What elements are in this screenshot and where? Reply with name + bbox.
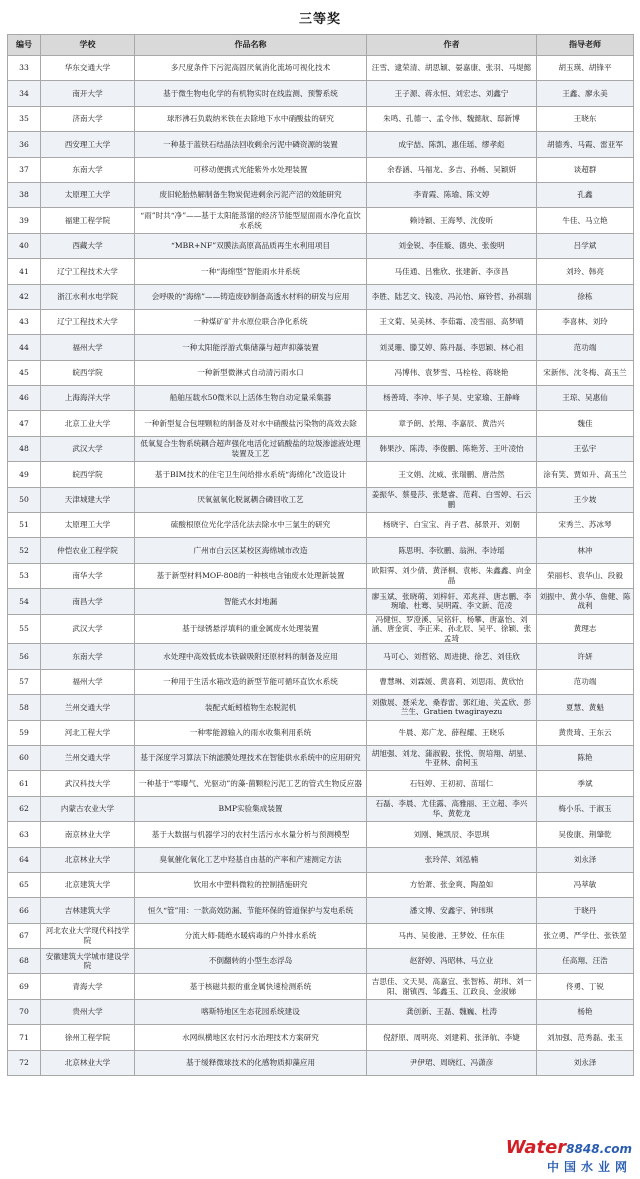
col-authors-cell: 李胜、陆艺文、钱凌、冯沁怡、麻铃哲、孙祺瑞 — [367, 284, 537, 309]
col-number-cell: 35 — [8, 106, 41, 131]
col-title-cell: 基于BIM技术的住宅卫生间给排水系统“海绵化”改造设计 — [135, 462, 367, 487]
col-school-cell: 南昌大学 — [41, 589, 135, 614]
col-title-cell: 基于深度学习算法下纳滤膜处理技术在智能供水系统中的应用研究 — [135, 745, 367, 770]
col-number-cell: 47 — [8, 411, 41, 436]
watermark-domain: .com — [599, 1142, 632, 1156]
col-authors-cell: 倪舒原、周明亮、刘建莉、张泽航、李婕 — [367, 1025, 537, 1050]
header-school: 学校 — [41, 35, 135, 56]
col-title-cell: 臭氧催化氧化工艺中羟基自由基的产率和产速测定方法 — [135, 847, 367, 872]
awards-table — [7, 34, 634, 1076]
col-authors-cell: 刘灵珊、滕艾婷、陈丹磊、李思颖、林心祖 — [367, 335, 537, 360]
table-row — [8, 284, 634, 309]
col-number-cell: 54 — [8, 589, 41, 614]
col-title-cell: 一种基于蓝铁石结晶法回收剩余污泥中磷资源的装置 — [135, 132, 367, 157]
col-title-cell: 分流大师-随绝水暖病毒的户外排水系统 — [135, 923, 367, 948]
col-advisor-cell: 冯萃敏 — [537, 872, 634, 897]
table-row — [8, 513, 634, 538]
col-number-cell: 61 — [8, 771, 41, 796]
table-row — [8, 538, 634, 563]
watermark-brand: Water — [505, 1137, 567, 1158]
col-number-cell: 71 — [8, 1025, 41, 1050]
col-school-cell: 西安理工大学 — [41, 132, 135, 157]
col-authors-cell: 马冉、吴俊港、王梦姣、任东佳 — [367, 923, 537, 948]
col-authors-cell: 王文娟、沈威、张瑞鹏、唐浩然 — [367, 462, 537, 487]
col-authors-cell: 杨善琦、李冲、毕子昊、史家瑜、王静峰 — [367, 386, 537, 411]
col-school-cell: 武汉大学 — [41, 436, 135, 461]
col-number-cell: 67 — [8, 923, 41, 948]
table-row — [8, 487, 634, 512]
col-authors-cell: 汪雪、逮荣清、胡思颖、晏嘉康、张羽、马堤懿 — [367, 56, 537, 81]
col-authors-cell: 欧阳霁、刘少倩、黄泽桐、袁彬、朱鑫鑫、向金晶 — [367, 563, 537, 588]
col-number-cell: 37 — [8, 157, 41, 182]
col-title-cell: “MBR+NF”双膜法高原高品质再生水利用项目 — [135, 233, 367, 258]
col-school-cell: 内蒙古农业大学 — [41, 796, 135, 821]
table-row — [8, 132, 634, 157]
col-school-cell: 东南大学 — [41, 157, 135, 182]
col-advisor-cell: 刘永泽 — [537, 1050, 634, 1075]
col-school-cell: 北京林业大学 — [41, 847, 135, 872]
col-title-cell: 一种基于“零曝气、光驱动”的藻-菌颗粒污泥工艺的管式生物反应器 — [135, 771, 367, 796]
col-number-cell: 57 — [8, 669, 41, 694]
col-title-cell: BMP实验集成装置 — [135, 796, 367, 821]
col-school-cell: 皖西学院 — [41, 360, 135, 385]
table-header-row — [8, 35, 634, 56]
page-title: 三等奖 — [298, 12, 341, 27]
col-authors-cell: 冯健恒、罗澄溪、吴铭轩、杨攀、唐嘉怡、刘涵、唐金寅、李正来、孙北辰、吴平、徐颖、张孟琦 — [367, 614, 537, 644]
col-advisor-cell: 王鑫、廖永美 — [537, 81, 634, 106]
col-advisor-cell: 许妍 — [537, 644, 634, 669]
col-advisor-cell: 胡玉瑛、胡锋平 — [537, 56, 634, 81]
col-school-cell: 河北农业大学现代科技学院 — [41, 923, 135, 948]
col-school-cell: 仲恺农业工程学院 — [41, 538, 135, 563]
col-title-cell: 低氧复合生物系统耦合超声强化电活化过硫酸盐的垃圾渗滤液处理装置及工艺 — [135, 436, 367, 461]
col-number-cell: 65 — [8, 872, 41, 897]
col-advisor-cell: 任高翔、汪浩 — [537, 949, 634, 974]
table-row — [8, 644, 634, 669]
col-advisor-cell: 梅小乐、于淑玉 — [537, 796, 634, 821]
table-row — [8, 233, 634, 258]
col-school-cell: 吉林建筑大学 — [41, 898, 135, 923]
col-advisor-cell: 吕学斌 — [537, 233, 634, 258]
col-authors-cell: 韩果沙、陈涛、李俊鹏、陈艳芳、王叶凌怡 — [367, 436, 537, 461]
col-school-cell: 武汉科技大学 — [41, 771, 135, 796]
col-number-cell: 49 — [8, 462, 41, 487]
col-authors-cell: 吉思佳、文天昊、高嘉宜、张智栋、胡玮、刘一阳、谢镇西、邹鑫玉、江政良、金淑娣 — [367, 974, 537, 999]
col-authors-cell: 马可心、刘哲铭、周进捷、徐艺、刘佳欣 — [367, 644, 537, 669]
col-school-cell: 河北工程大学 — [41, 720, 135, 745]
table-row — [8, 923, 634, 948]
col-advisor-cell: 吴俊康、荆肇乾 — [537, 822, 634, 847]
col-title-cell: 一种新型微淋式自动清污雨水口 — [135, 360, 367, 385]
col-number-cell: 59 — [8, 720, 41, 745]
col-number-cell: 70 — [8, 999, 41, 1024]
col-school-cell: 北京建筑大学 — [41, 872, 135, 897]
col-authors-cell: 曹慧琳、刘霖媛、黄喜莉、刘思雨、黄欣怡 — [367, 669, 537, 694]
col-authors-cell: 石钰婷、王初初、苗瑶仁 — [367, 771, 537, 796]
col-authors-cell: 赖诗颖、王海琴、沈俊昕 — [367, 208, 537, 233]
col-title-cell: 水网纵横地区农村污水治理技术方案研究 — [135, 1025, 367, 1050]
col-school-cell: 华东交通大学 — [41, 56, 135, 81]
col-title-cell: 硫酸根原位光化学活化法去除水中三氯生的研究 — [135, 513, 367, 538]
col-authors-cell: 冯博伟、袁梦雪、马栓栓、蒋晓艳 — [367, 360, 537, 385]
col-advisor-cell: 张立勇、严学仕、张铁堃 — [537, 923, 634, 948]
col-advisor-cell: 王少坡 — [537, 487, 634, 512]
col-advisor-cell: 胡德秀、马霞、雷亚军 — [537, 132, 634, 157]
col-number-cell: 43 — [8, 309, 41, 334]
table-row — [8, 898, 634, 923]
col-advisor-cell: 李喜林、刘玲 — [537, 309, 634, 334]
col-school-cell: 太原理工大学 — [41, 182, 135, 207]
col-number-cell: 58 — [8, 695, 41, 720]
col-title-cell: 恒久“管”用：一款高效防漏、节能环保的管道保护与发电系统 — [135, 898, 367, 923]
table-row — [8, 1050, 634, 1075]
col-number-cell: 41 — [8, 259, 41, 284]
col-title-cell: 不倒翻转的小型生态浮岛 — [135, 949, 367, 974]
col-title-cell: 智能式水封地漏 — [135, 589, 367, 614]
col-advisor-cell: 季斌 — [537, 771, 634, 796]
col-advisor-cell: 刘永泽 — [537, 847, 634, 872]
col-school-cell: 福建工程学院 — [41, 208, 135, 233]
col-advisor-cell: 谈超群 — [537, 157, 634, 182]
col-title-cell: 基于微生物电化学的有机物实时在线监测、预警系统 — [135, 81, 367, 106]
col-advisor-cell: 于晓丹 — [537, 898, 634, 923]
col-title-cell: 喀斯特地区生态花园系统建设 — [135, 999, 367, 1024]
col-title-cell: 基于核磁共振的重金属快速检测系统 — [135, 974, 367, 999]
col-school-cell: 武汉大学 — [41, 614, 135, 644]
col-school-cell: 上海海洋大学 — [41, 386, 135, 411]
col-advisor-cell: 王琼、吴惠仙 — [537, 386, 634, 411]
col-school-cell: 北京林业大学 — [41, 1050, 135, 1075]
col-number-cell: 45 — [8, 360, 41, 385]
col-school-cell: 辽宁工程技术大学 — [41, 309, 135, 334]
table-row — [8, 822, 634, 847]
col-authors-cell: 陈思明、李钦鹏、翁洲、李诗瑶 — [367, 538, 537, 563]
col-authors-cell: 成宇喆、陈凯、惠佳瑶、缪孝彪 — [367, 132, 537, 157]
table-body — [8, 56, 634, 1076]
col-school-cell: 兰州交通大学 — [41, 745, 135, 770]
col-title-cell: 一种零能源输入的雨水收集利用系统 — [135, 720, 367, 745]
col-authors-cell: 刘金锐、李佳璇、德央、张俊明 — [367, 233, 537, 258]
col-authors-cell: 方怡萧、张金爽、陶盈如 — [367, 872, 537, 897]
table-row — [8, 360, 634, 385]
col-title-cell: 船舶压载水50微米以上活体生物自动定量采集器 — [135, 386, 367, 411]
table-row — [8, 669, 634, 694]
col-title-cell: 一种太阳能浮游式集储藻与超声抑藻装置 — [135, 335, 367, 360]
col-title-cell: 一种新型复合包埋颗粒的制备及对水中硝酸盐污染物的高效去除 — [135, 411, 367, 436]
col-authors-cell: 刘傲展、聂采龙、桑春雷、郭红迪、关孟欣、彭兰生、Gratien twagirayezu — [367, 695, 537, 720]
col-authors-cell: 赵舒婷、冯昭林、马立业 — [367, 949, 537, 974]
col-school-cell: 兰州交通大学 — [41, 695, 135, 720]
table-row — [8, 309, 634, 334]
table-row — [8, 949, 634, 974]
col-school-cell: 北京工业大学 — [41, 411, 135, 436]
col-authors-cell: 廖玉斌、张晓萌、刘梓轩、邓兆祥、唐志鹏、李琬瑜、杜骞、吴明霞、李文新、范凌 — [367, 589, 537, 614]
col-title-cell: 基于大数据与机器学习的农村生活污水水量分析与预测模型 — [135, 822, 367, 847]
col-number-cell: 40 — [8, 233, 41, 258]
col-advisor-cell: 刘玲、韩亮 — [537, 259, 634, 284]
col-advisor-cell: 杨艳 — [537, 999, 634, 1024]
watermark-tagline: 中国水业网 — [546, 1160, 632, 1174]
header-advisor: 指导老师 — [537, 35, 634, 56]
table-row — [8, 462, 634, 487]
col-advisor-cell: 刘振中、黄小华、詹健、陈战利 — [537, 589, 634, 614]
col-school-cell: 青海大学 — [41, 974, 135, 999]
table-row — [8, 106, 634, 131]
col-title-cell: 多尺度条件下污泥高固厌氧消化流场可视化技术 — [135, 56, 367, 81]
col-number-cell: 56 — [8, 644, 41, 669]
col-authors-cell: 杨晓宇、白宝宝、肖子君、郝景开、刘朝 — [367, 513, 537, 538]
col-advisor-cell: 林冲 — [537, 538, 634, 563]
col-advisor-cell: 牛佳、马立艳 — [537, 208, 634, 233]
col-advisor-cell: 黄理志 — [537, 614, 634, 644]
col-authors-cell: 刘刚、鲍凯辰、李思琪 — [367, 822, 537, 847]
col-authors-cell: 姜振华、蔡曼莎、张楚睿、范莉、白雪婷、石云鹏 — [367, 487, 537, 512]
table-row — [8, 745, 634, 770]
col-number-cell: 46 — [8, 386, 41, 411]
col-school-cell: 皖西学院 — [41, 462, 135, 487]
table-row — [8, 182, 634, 207]
table-row — [8, 796, 634, 821]
col-number-cell: 39 — [8, 208, 41, 233]
col-authors-cell: 潘文博、安鑫宇、钟玮琪 — [367, 898, 537, 923]
table-row — [8, 411, 634, 436]
col-authors-cell: 李青霞、陈瑜、陈文婷 — [367, 182, 537, 207]
col-advisor-cell: 宋新伟、沈冬梅、高玉兰 — [537, 360, 634, 385]
col-school-cell: 东南大学 — [41, 644, 135, 669]
col-authors-cell: 马佳通、吕雅欣、张建新、李彦昌 — [367, 259, 537, 284]
col-school-cell: 福州大学 — [41, 335, 135, 360]
col-number-cell: 62 — [8, 796, 41, 821]
table-row — [8, 974, 634, 999]
col-authors-cell: 胡旭强、刘龙、蒲淑毅、张悦、贺培翔、胡星、牛亚林、俞柯玉 — [367, 745, 537, 770]
col-title-cell: 基于缓释微球技术的化感物质抑藻应用 — [135, 1050, 367, 1075]
table-row — [8, 847, 634, 872]
table-row — [8, 157, 634, 182]
col-title-cell: 基于新型材料MOF-808的一种核电含铀废水处理新装置 — [135, 563, 367, 588]
col-title-cell: 一种“海绵型”智能雨水井系统 — [135, 259, 367, 284]
col-advisor-cell: 刘加强、范秀磊、张玉 — [537, 1025, 634, 1050]
col-authors-cell: 章予朗、於翔、李嘉辰、黄浩兴 — [367, 411, 537, 436]
table-row — [8, 386, 634, 411]
col-authors-cell: 尹伊珺、周晓红、冯潇彦 — [367, 1050, 537, 1075]
col-title-cell: 会呼吸的“海绵”——铸造废砂制备高透水材料的研发与应用 — [135, 284, 367, 309]
col-title-cell: 饮用水中塑料微粒的控制措施研究 — [135, 872, 367, 897]
header-authors: 作者 — [367, 35, 537, 56]
col-number-cell: 72 — [8, 1050, 41, 1075]
col-school-cell: 福州大学 — [41, 669, 135, 694]
table-row — [8, 589, 634, 614]
col-advisor-cell: 孔鑫 — [537, 182, 634, 207]
col-advisor-cell: 王晓东 — [537, 106, 634, 131]
col-advisor-cell: 佟勇、丁锐 — [537, 974, 634, 999]
col-title-cell: 厌氧氨氧化脱氮耦合磷回收工艺 — [135, 487, 367, 512]
table-row — [8, 720, 634, 745]
col-title-cell: 球形沸石负载纳米铁在去除地下水中硝酸盐的研究 — [135, 106, 367, 131]
watermark-number: 8848 — [566, 1142, 600, 1156]
col-advisor-cell: 陈艳 — [537, 745, 634, 770]
col-number-cell: 52 — [8, 538, 41, 563]
col-school-cell: 济南大学 — [41, 106, 135, 131]
col-title-cell: 水处理中高效低成本铁碳吸附还原材料的制备及应用 — [135, 644, 367, 669]
col-number-cell: 48 — [8, 436, 41, 461]
col-advisor-cell: 范功端 — [537, 335, 634, 360]
table-row — [8, 335, 634, 360]
col-school-cell: 徐州工程学院 — [41, 1025, 135, 1050]
table-row — [8, 695, 634, 720]
table-row — [8, 771, 634, 796]
col-title-cell: 废旧轮胎热解制备生物炭促进剩余污泥产沼的效能研究 — [135, 182, 367, 207]
table-row — [8, 999, 634, 1024]
header-title: 作品名称 — [135, 35, 367, 56]
col-school-cell: 南京林业大学 — [41, 822, 135, 847]
col-advisor-cell: 夏慧、黄魁 — [537, 695, 634, 720]
col-title-cell: 一种煤矿矿井水原位联合净化系统 — [135, 309, 367, 334]
col-advisor-cell: 魏佳 — [537, 411, 634, 436]
col-number-cell: 63 — [8, 822, 41, 847]
col-number-cell: 53 — [8, 563, 41, 588]
col-number-cell: 69 — [8, 974, 41, 999]
col-title-cell: 基于绿锈悬浮填料的重金属废水处理装置 — [135, 614, 367, 644]
col-authors-cell: 龚创新、王磊、魏巍、杜涛 — [367, 999, 537, 1024]
col-school-cell: 辽宁工程技术大学 — [41, 259, 135, 284]
col-number-cell: 60 — [8, 745, 41, 770]
table-row — [8, 259, 634, 284]
table-row — [8, 872, 634, 897]
col-school-cell: 南开大学 — [41, 81, 135, 106]
col-title-cell: 装配式蚯蚓植物生态脱泥机 — [135, 695, 367, 720]
table-row — [8, 81, 634, 106]
col-authors-cell: 王子源、蒋永恒、刘宏志、刘鑫宁 — [367, 81, 537, 106]
table-row — [8, 563, 634, 588]
table-row — [8, 1025, 634, 1050]
col-number-cell: 44 — [8, 335, 41, 360]
col-advisor-cell: 黄贵琦、王东云 — [537, 720, 634, 745]
col-school-cell: 太原理工大学 — [41, 513, 135, 538]
col-school-cell: 南华大学 — [41, 563, 135, 588]
col-school-cell: 天津城建大学 — [41, 487, 135, 512]
col-authors-cell: 张玲萍、刘泓楠 — [367, 847, 537, 872]
col-number-cell: 36 — [8, 132, 41, 157]
col-advisor-cell: 涂有笑、贾如升、高玉兰 — [537, 462, 634, 487]
table-row — [8, 436, 634, 461]
col-number-cell: 38 — [8, 182, 41, 207]
col-school-cell: 西藏大学 — [41, 233, 135, 258]
col-authors-cell: 余春涵、马福龙、多吉、孙畅、吴颖妍 — [367, 157, 537, 182]
col-advisor-cell: 徐栋 — [537, 284, 634, 309]
col-school-cell: 贵州大学 — [41, 999, 135, 1024]
col-authors-cell: 王文菊、吴美林、李茹霜、凌雪丽、高梦晴 — [367, 309, 537, 334]
header-number: 编号 — [8, 35, 41, 56]
col-school-cell: 安徽建筑大学城市建设学院 — [41, 949, 135, 974]
col-number-cell: 51 — [8, 513, 41, 538]
col-number-cell: 34 — [8, 81, 41, 106]
col-advisor-cell: 王弘宇 — [537, 436, 634, 461]
col-authors-cell: 牛晨、郑广龙、薛程耀、王晓乐 — [367, 720, 537, 745]
table-row — [8, 208, 634, 233]
col-number-cell: 33 — [8, 56, 41, 81]
col-authors-cell: 朱鸣、孔德一、孟令伟、魏懿航、邸新博 — [367, 106, 537, 131]
col-title-cell: 一种用于生活水箱改造的新型节能可循环直饮水系统 — [135, 669, 367, 694]
col-title-cell: “雨”时共“净”——基于太阳能蒸馏的经济节能型屋面雨水净化直饮水系统 — [135, 208, 367, 233]
col-school-cell: 浙江水利水电学院 — [41, 284, 135, 309]
watermark-logo — [506, 1137, 632, 1175]
col-number-cell: 55 — [8, 614, 41, 644]
col-advisor-cell: 荣丽杉、袁华山、段毅 — [537, 563, 634, 588]
col-number-cell: 50 — [8, 487, 41, 512]
col-number-cell: 42 — [8, 284, 41, 309]
col-number-cell: 68 — [8, 949, 41, 974]
col-advisor-cell: 宋秀兰、苏冰琴 — [537, 513, 634, 538]
col-number-cell: 66 — [8, 898, 41, 923]
table-row — [8, 56, 634, 81]
table-row — [8, 614, 634, 644]
col-number-cell: 64 — [8, 847, 41, 872]
col-title-cell: 可移动便携式光能紫外水处理装置 — [135, 157, 367, 182]
col-advisor-cell: 范功端 — [537, 669, 634, 694]
col-authors-cell: 石磊、李晨、尤佳露、高雅丽、王立超、李兴华、黄乾龙 — [367, 796, 537, 821]
col-title-cell: 广州市白云区某校区海绵城市改造 — [135, 538, 367, 563]
